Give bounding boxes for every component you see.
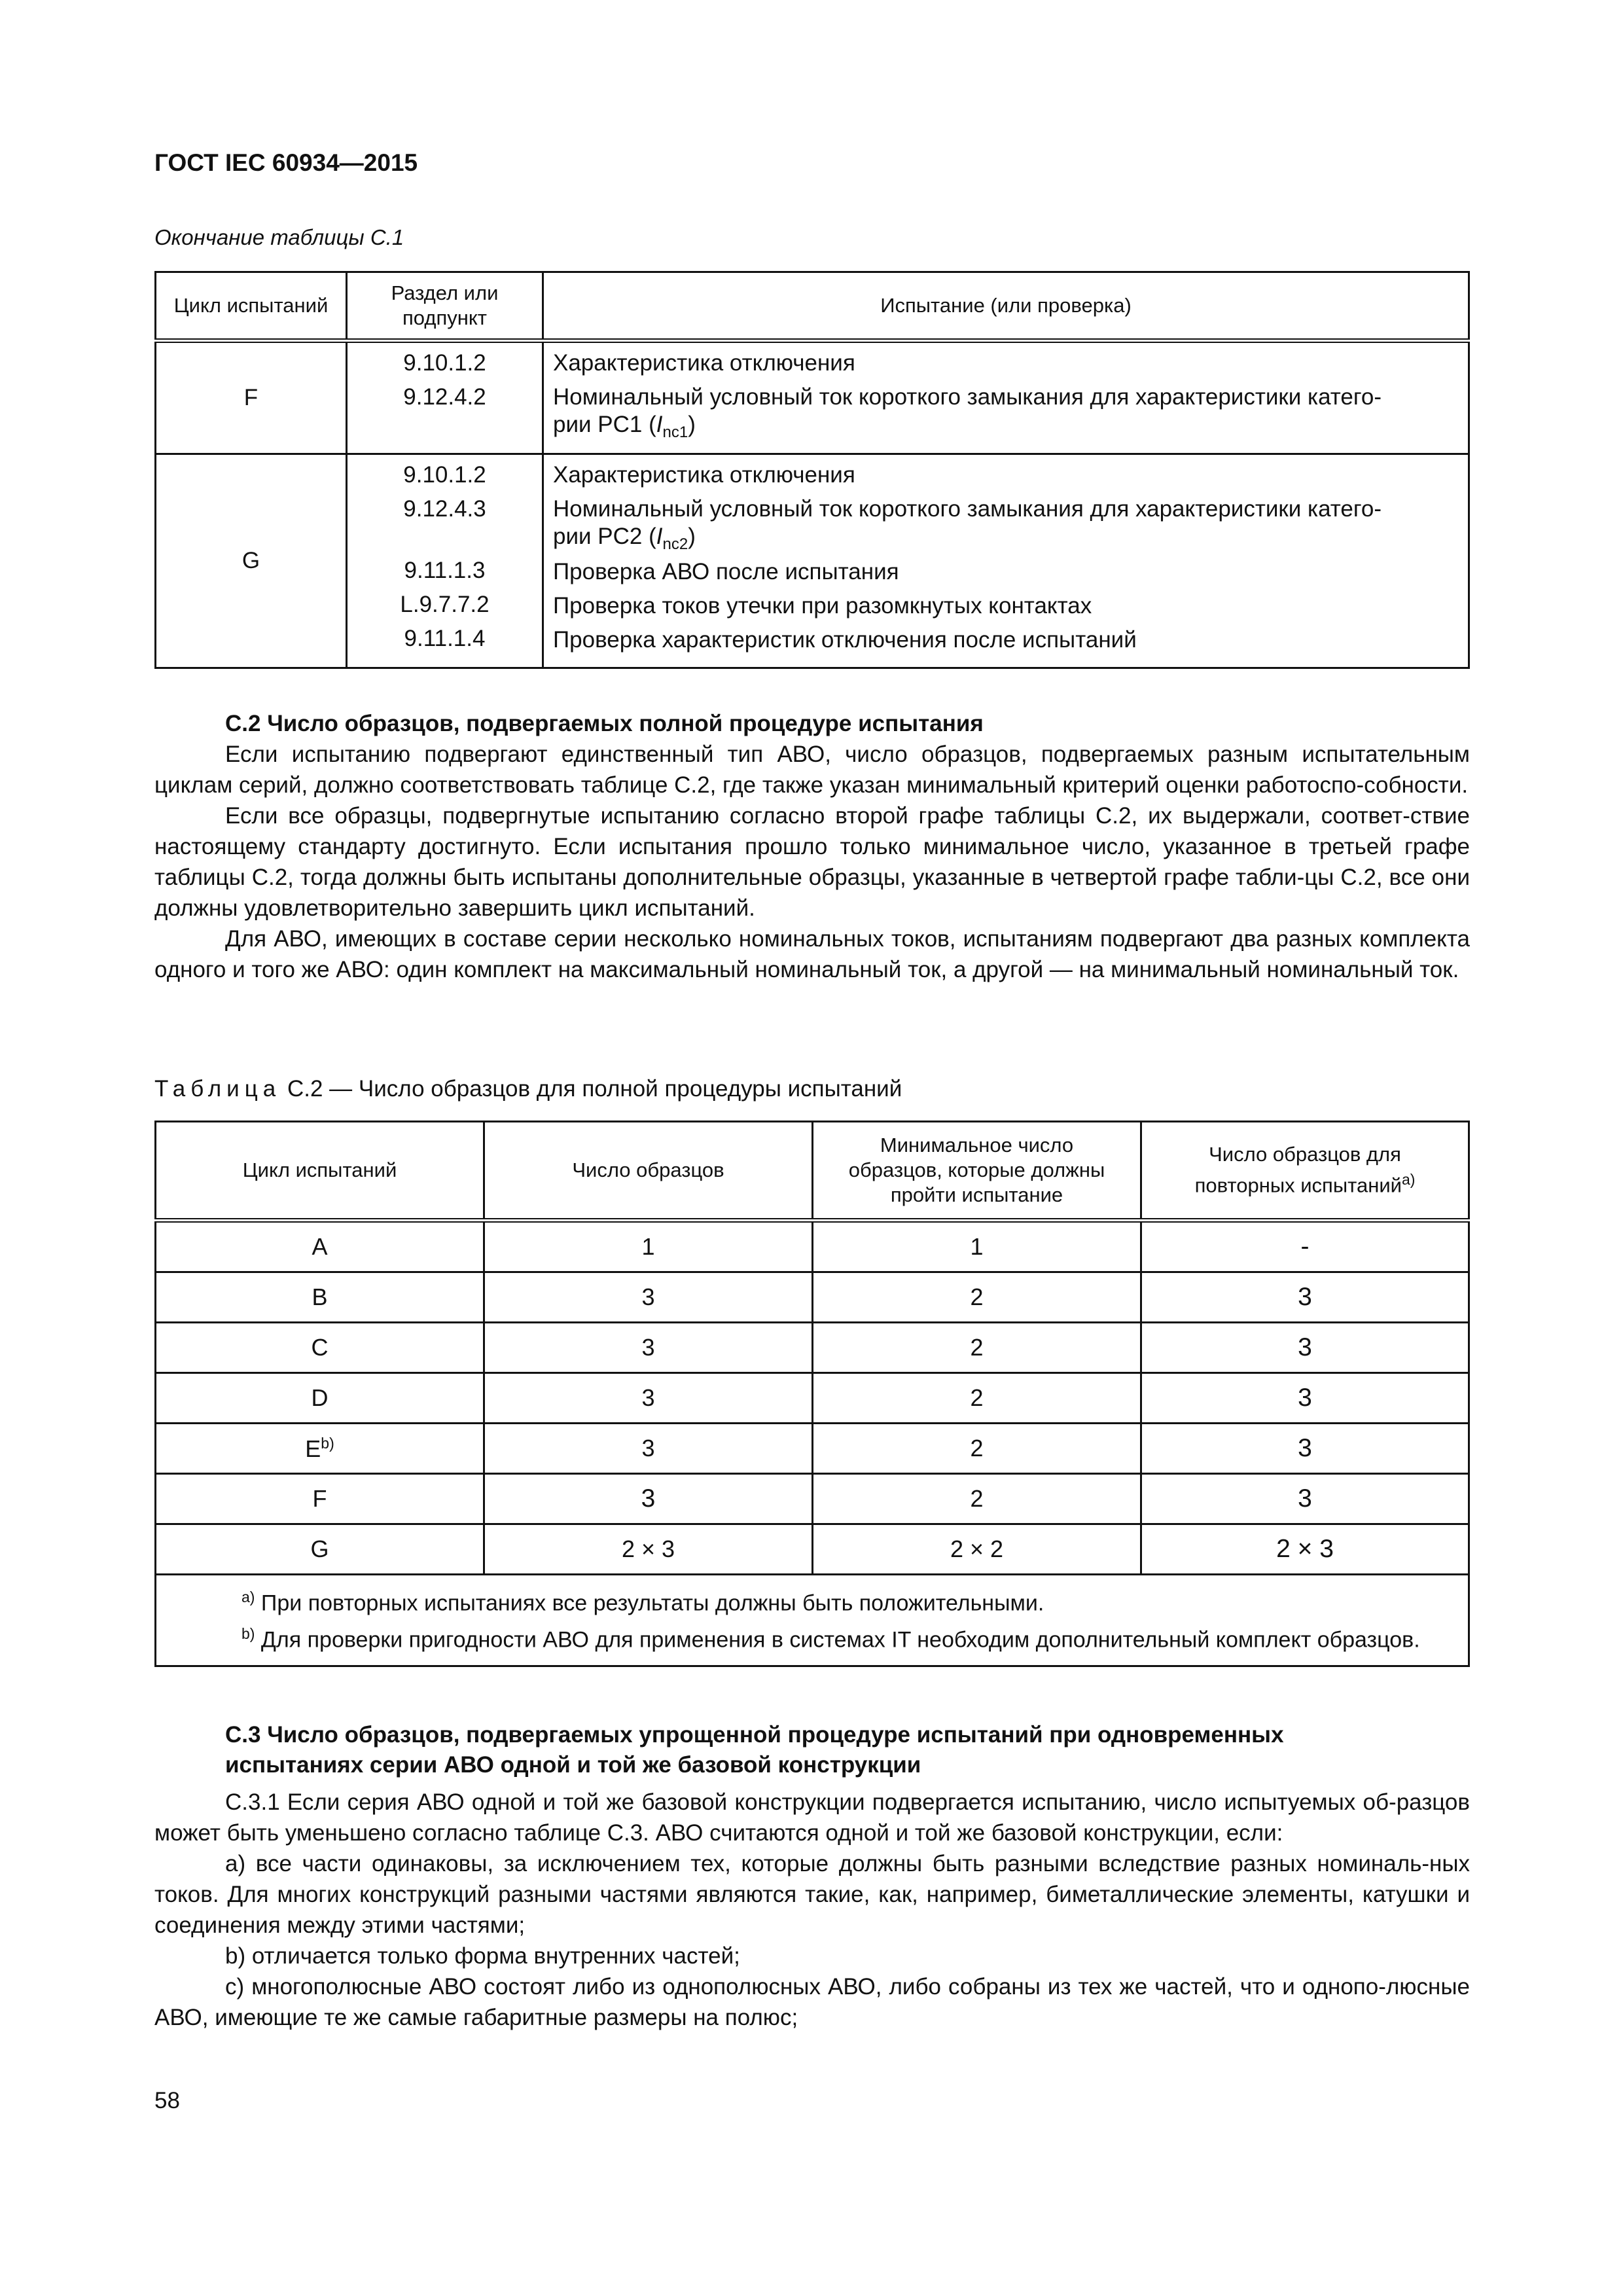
table-row (156, 454, 1469, 668)
cycle-cell: F (156, 1474, 484, 1524)
min-cell: 2 (813, 1272, 1141, 1323)
count-cell: 3 (484, 1272, 813, 1323)
test-name: Характеристика отключения (553, 462, 855, 488)
section-ref: L.9.7.7.2 (400, 592, 490, 617)
min-cell: 2 × 2 (813, 1524, 1141, 1575)
cycle-cell: G (156, 1524, 484, 1575)
retest-cell: 3 (1141, 1424, 1469, 1474)
test-name: Проверка характеристик отключения после испытаний (553, 627, 1137, 653)
cycle-cell: D (156, 1373, 484, 1424)
table-c2-footnotes (156, 1575, 1469, 1666)
count-cell: 3 (484, 1424, 813, 1474)
section-ref: 9.11.1.3 (404, 558, 486, 583)
count-cell: 3 (484, 1474, 813, 1524)
test-name: Номинальный условный ток короткого замыкания для характеристики катего- рии PC1 $(I_{nc1})$ (553, 384, 1382, 441)
table-c2-caption: Таблица С.2 — Число образцов для полной процедуры испытаний (154, 1076, 902, 1102)
min-cell: 2 (813, 1424, 1141, 1474)
section-ref: 9.10.1.2 (403, 462, 486, 488)
table-row (156, 1272, 1469, 1323)
table-c2-header-retest: Число образцов для повторных испытаний$^{a)}$ (1141, 1122, 1469, 1221)
table-c2-header-cycle: Цикл испытаний (156, 1122, 484, 1221)
paragraph: Если все образцы, подвергнутые испытанию согласно второй графе таблицы С.2, их выдержали, соответ-ствие настоящему стандарту достигнуто. Если испытания прошло только минимальное число, указанное в третьей графе таблицы С.2, тогда должны быть испытаны дополнительные образцы, указанные в четвертой графе табли-цы С.2, все они должны удовлетворительно завершить цикл испытаний. (154, 803, 1470, 921)
section-c2-heading: С.2 Число образцов, подвергаемых полной процедуре испытания (225, 711, 984, 736)
cycle-cell: B (156, 1272, 484, 1323)
section-c3-heading: С.3 Число образцов, подвергаемых упрощенной процедуре испытаний при одновременных испытаниях серии АВО одной и той же базовой конструкции (225, 1722, 1284, 1778)
table-c1-header-test: Испытание (или проверка) (543, 272, 1469, 341)
table-row (156, 341, 1469, 454)
footnote: $^{b)}$ Для проверки пригодности АВО для применения в системах IT необходим дополнительный комплект образцов. (241, 1625, 1420, 1653)
section-ref: 9.12.4.3 (403, 496, 486, 522)
cycle-cell: A (156, 1221, 484, 1272)
table-c1-sections (347, 454, 543, 668)
table-c1-tests (543, 454, 1469, 668)
min-cell: 1 (813, 1221, 1141, 1272)
table-row (156, 1474, 1469, 1524)
table-row (156, 1424, 1469, 1474)
retest-cell: 2 × 3 (1141, 1524, 1469, 1575)
table-c1-caption: Окончание таблицы С.1 (154, 225, 404, 249)
table-c1-tests (543, 341, 1469, 454)
test-name: Проверка токов утечки при разомкнутых контактах (553, 593, 1092, 619)
retest-cell: - (1141, 1221, 1469, 1272)
table-c1-cycle-g: G (156, 454, 347, 668)
count-cell: 1 (484, 1221, 813, 1272)
retest-cell: 3 (1141, 1272, 1469, 1323)
table-c1-header-cycle: Цикл испытаний (156, 272, 347, 341)
section-ref: 9.11.1.4 (404, 626, 486, 651)
paragraph: c) многополюсные АВО состоят либо из однополюсных АВО, либо собраны из тех же частей, что и однопо-люсные АВО, имеющие те же самые габаритные размеры на полюс; (154, 1974, 1470, 2030)
section-ref: 9.12.4.2 (403, 384, 486, 410)
table-row (156, 1323, 1469, 1373)
retest-cell: 3 (1141, 1474, 1469, 1524)
table-row (156, 1524, 1469, 1575)
paragraph: a) все части одинаковы, за исключением тех, которые должны быть разными вследствие разных номиналь-ных токов. Для многих конструкций разными частями являются такие, как, например, биметаллические элементы, катушки и соединения между этими частями; (154, 1851, 1470, 1938)
section-ref: 9.10.1.2 (403, 350, 486, 376)
min-cell: 2 (813, 1373, 1141, 1424)
table-c1-sections (347, 341, 543, 454)
table-c2-header-count: Число образцов (484, 1122, 813, 1221)
test-name: Проверка АВО после испытания (553, 559, 899, 584)
table-c1-header-section: Раздел или подпункт (347, 272, 543, 341)
retest-cell: 3 (1141, 1373, 1469, 1424)
document-header: ГОСТ IEC 60934—2015 (154, 149, 418, 176)
table-c2 (154, 1121, 1470, 1667)
cycle-cell: C (156, 1323, 484, 1373)
section-c2 (154, 708, 1470, 985)
cycle-cell: $E^{b)}$ (156, 1424, 484, 1474)
retest-cell: 3 (1141, 1323, 1469, 1373)
page-number: 58 (154, 2088, 180, 2113)
min-cell: 2 (813, 1323, 1141, 1373)
table-c1-continuation (154, 271, 1470, 669)
count-cell: 3 (484, 1373, 813, 1424)
min-cell: 2 (813, 1474, 1141, 1524)
test-name: Характеристика отключения (553, 350, 855, 376)
section-c3 (154, 1720, 1470, 2033)
table-c1-cycle-f: F (156, 341, 347, 454)
table-row (156, 1373, 1469, 1424)
paragraph: С.3.1 Если серия АВО одной и той же базовой конструкции подвергается испытанию, число испытуемых об-разцов может быть уменьшено согласно таблице С.3. АВО считаются одной и той же базовой конструкции, если: (154, 1789, 1470, 1846)
table-row (156, 1221, 1469, 1272)
footnote: $^{a)}$ При повторных испытаниях все результаты должны быть положительными. (241, 1588, 1044, 1616)
paragraph: b) отличается только форма внутренних частей; (225, 1943, 740, 1969)
paragraph: Если испытанию подвергают единственный тип АВО, число образцов, подвергаемых разным испытательным циклам серий, должно соответствовать таблице С.2, где также указан минимальный критерий оценки работоспо-собности. (154, 742, 1470, 798)
paragraph: Для АВО, имеющих в составе серии несколько номинальных токов, испытаниям подвергают два разных комплекта одного и того же АВО: один комплект на максимальный номинальный ток, а другой — на минимальный номинальный ток. (154, 926, 1470, 982)
table-c2-header-min: Минимальное число образцов, которые должны пройти испытание (813, 1122, 1141, 1221)
count-cell: 3 (484, 1323, 813, 1373)
test-name: Номинальный условный ток короткого замыкания для характеристики катего- рии PC2 $(I_{nc2})$ (553, 496, 1382, 553)
count-cell: 2 × 3 (484, 1524, 813, 1575)
